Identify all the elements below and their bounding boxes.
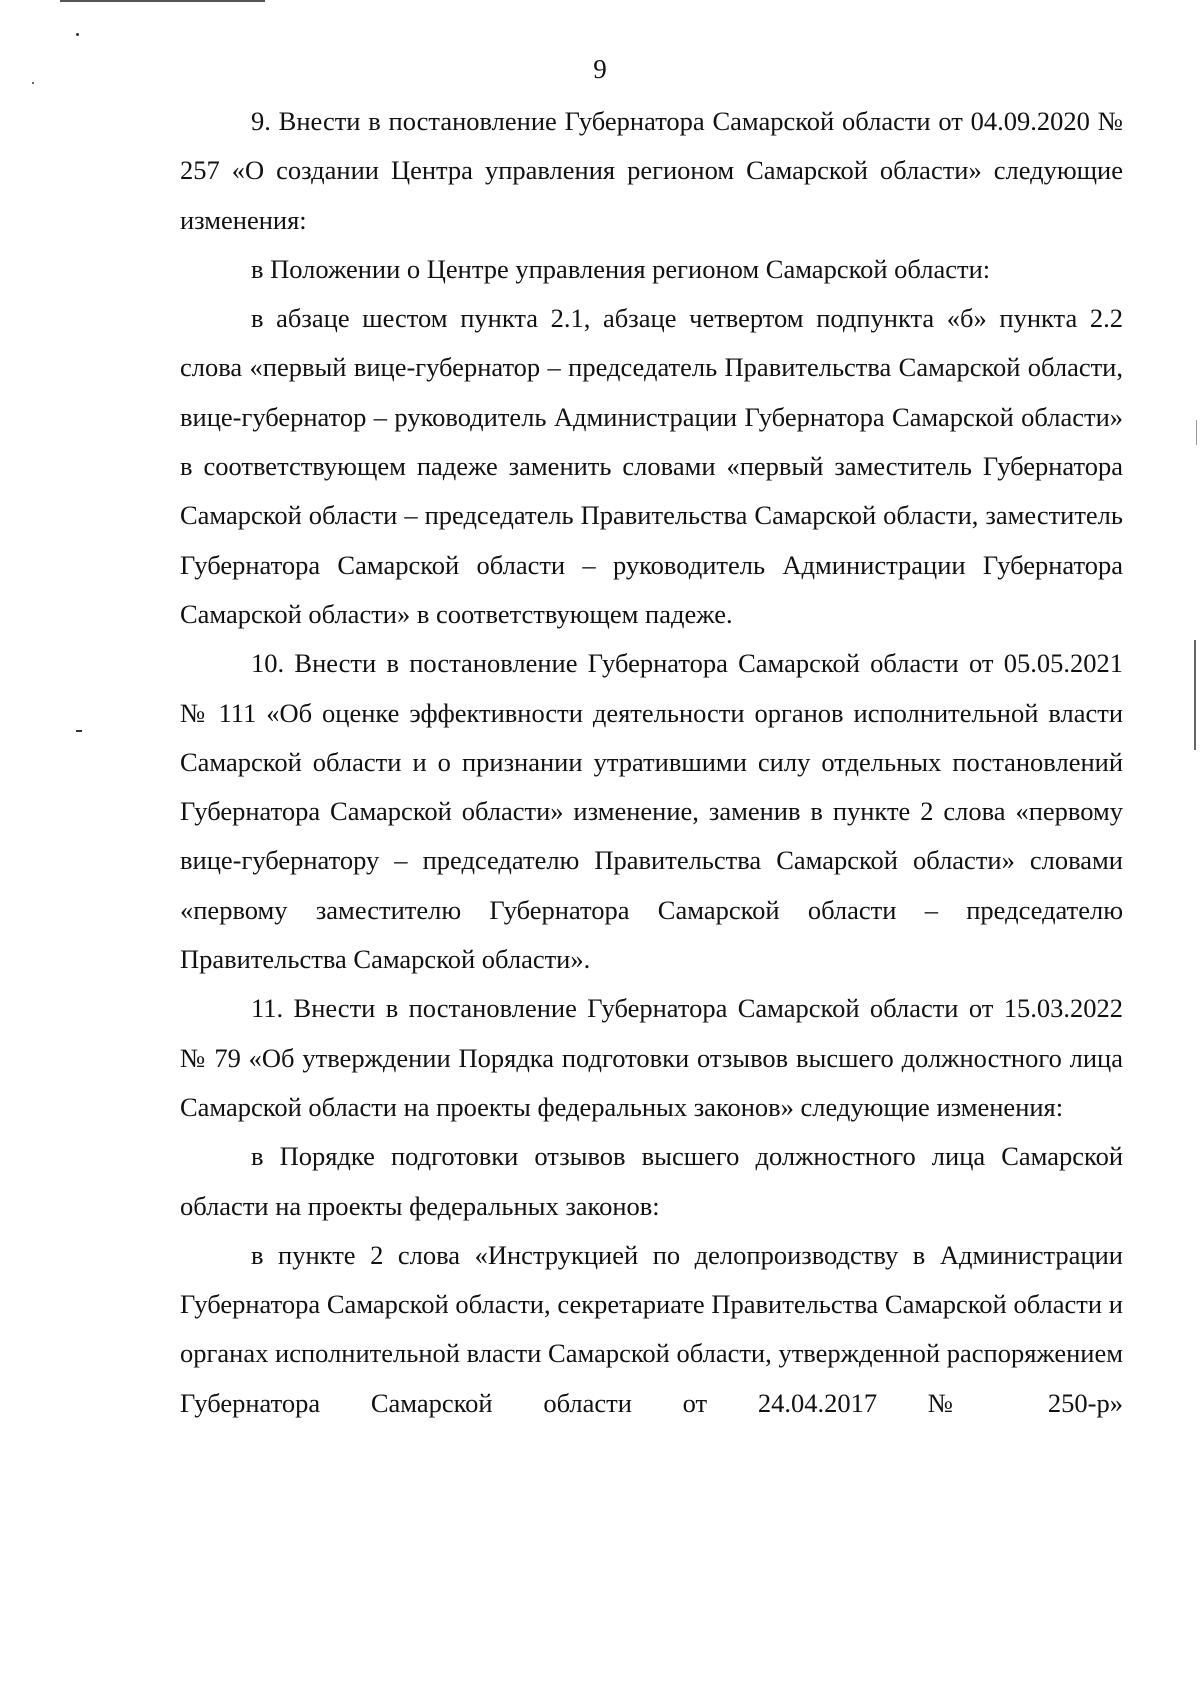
page-number: 9 xyxy=(593,54,607,84)
scan-edge-mark xyxy=(1196,420,1197,445)
scan-speck xyxy=(76,33,79,36)
scan-edge-line xyxy=(60,0,265,2)
scan-edge-mark xyxy=(1194,640,1196,750)
paragraph-item-11: 11. Внести в постановление Губернатора Самарской области от 15.03.2022 № 79 «Об утверждении Порядка подготовки отзывов высшего должностного лица Самарской области на проекты федеральных законов» следующие изменения: xyxy=(180,993,1123,1122)
paragraph-item-10: 10. Внести в постановление Губернатора Самарской области от 05.05.2021 № 111 «Об оценке эффективности деятельности органов исполнительной власти Самарской области и о признании утратившими силу отдельных постановлений Губернатора Самарской области» изменение, заменив в пункте 2 слова «первому вице-губернатору – председателю Правительства Самарской области» словами «первому заместителю Губернатора Самарской области – председателю Правительства Самарской области». xyxy=(180,648,1123,975)
scan-speck xyxy=(76,730,82,732)
paragraph-review-procedure: в Порядке подготовки отзывов высшего должностного лица Самарской области на проекты федеральных законов: xyxy=(180,1141,1123,1221)
paragraph-point-2-words: в пункте 2 слова «Инструкцией по делопроизводству в Администрации Губернатора Самарской области, секретариате Правительства Самарской области и органах исполнительной власти Самарской области, утвержденной распоряжением Губернатора Самарской области от 24.04.2017 № 250-р» xyxy=(180,1239,1123,1418)
paragraph-item-9: 9. Внести в постановление Губернатора Самарской области от 04.09.2020 № 257 «О создании Центра управления регионом Самарской области» следующие изменения: xyxy=(180,106,1123,235)
paragraph-regulation-center: в Положении о Центре управления регионом Самарской области: xyxy=(251,253,991,284)
paragraph-amendment-words: в абзаце шестом пункта 2.1, абзаце четвертом подпункта «б» пункта 2.2 слова «первый вице-губернатор – председатель Правительства Самарской области, вице-губернатор – руководитель Администрации Губернатора Самарской области» в соответствующем падеже заменить словами «первый заместитель Губернатора Самарской области – председатель Правительства Самарской области, заместитель Губернатора Самарской области – руководитель Администрации Губернатора Самарской области» в соответствующем падеже. xyxy=(180,303,1123,629)
document-body xyxy=(180,97,1123,1428)
